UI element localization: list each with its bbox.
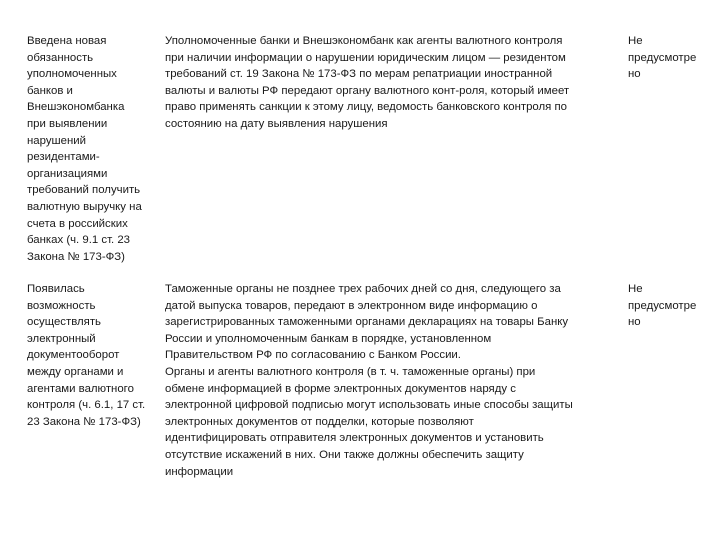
- content-cell: Уполномоченные банки и Внешэкономбанк как агенты валютного контроля при наличии информации о нарушении юридическим лицом — резидентом требований ст. 19 Закона № 173-ФЗ по мерам репатриации иностранной валюты и валюты РФ передают органу валютного конт-роля, который имеет право применять санкции к этому лицу, ведомость банковского контроля по состоянию на дату выявления нарушения: [165, 35, 570, 130]
- table-row: [20, 281, 720, 501]
- table-row: [20, 33, 720, 271]
- content-cell: Таможенные органы не позднее трех рабочих дней со дня, следующего за датой выпуска товаров, передают в электронном виде информацию о зарегистрированных таможенными органами декларациях на товары Банку России и уполномоченным банкам в порядке, установленном Правительством РФ по согласованию с Банком России. Органы и агенты валютного контроля (в т. ч. таможенные органы) при обмене информацией в форме электронных документов наряду с электронной цифровой подписью могут использовать иные способы защиты электронных документов от подделки, которые позволяют идентифицировать отправителя электронных документов и установить отсутствие искажений в них. Они также должны обеспечить защиту информации: [165, 283, 573, 478]
- note-cell: Не предусмотре но: [628, 35, 697, 81]
- note-cell: Не предусмотре но: [628, 283, 697, 329]
- change-cell: Появилась возможность осуществлять электронный документооборот между органами и агентами валютного контроля (ч. 6.1, 17 ст. 23 Закона № 173-ФЗ): [27, 283, 146, 428]
- change-cell: Введена новая обязанность уполномоченных банков и Внешэкономбанка при выявлении нарушений резидентами- организациями требований получить валютную выручку на счета в российских банках (ч. 9.1 ст. 23 Закона № 173-ФЗ): [27, 35, 142, 263]
